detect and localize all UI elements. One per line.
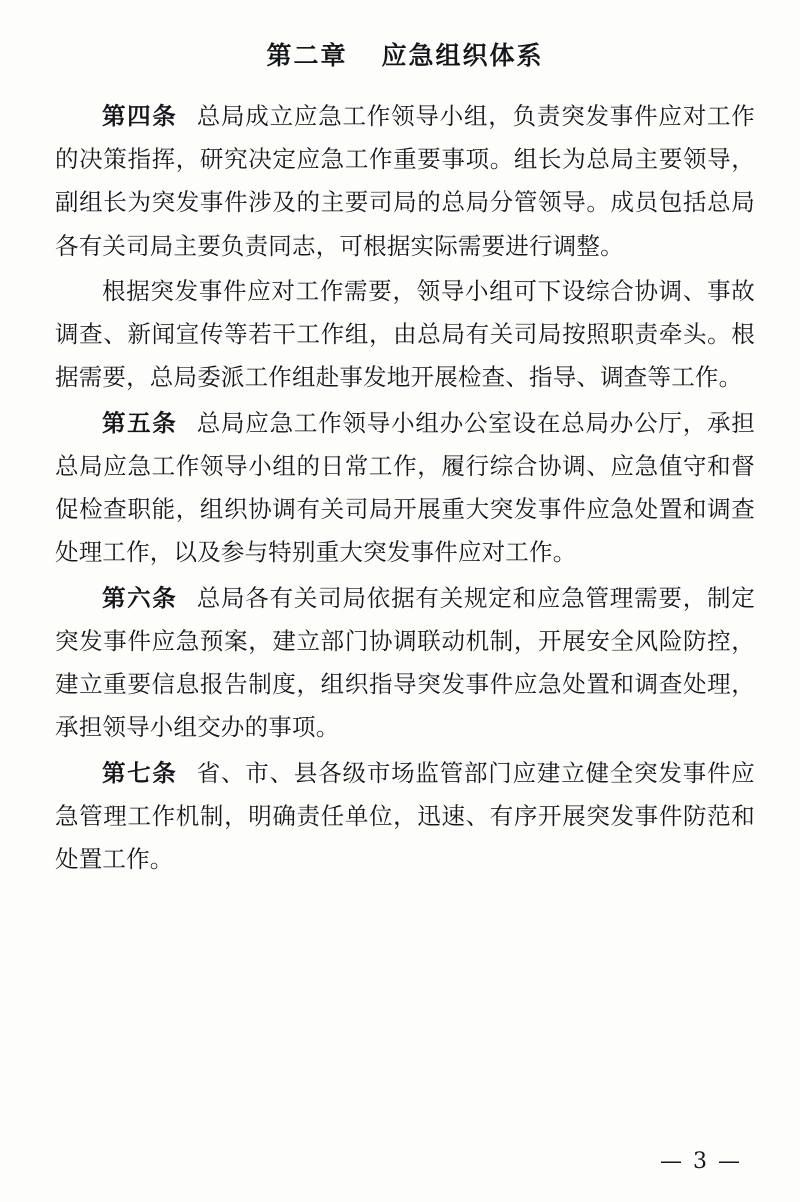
article-label: 第七条 [102, 758, 178, 787]
chapter-title-text: 应急组织体系 [381, 41, 544, 70]
page-number: — 3 — [660, 1149, 742, 1174]
paragraph-article-4 [55, 95, 755, 268]
paragraph-text: 总局成立应急工作领导小组，负责突发事件应对工作的决策指挥，研究决定应急工作重要事项。组长为总局主要领导，副组长为突发事件涉及的主要司局的总局分管领导。成员包括总局各有关司局主要负责同志，可根据实际需要进行调整。 [55, 102, 756, 260]
chapter-heading [55, 38, 755, 73]
article-label: 第五条 [102, 408, 178, 437]
article-label: 第四条 [102, 102, 178, 130]
paragraph-text: 省、市、县各级市场监管部门应建立健全突发事件应急管理工作机制，明确责任单位，迅速、有序开展突发事件防范和处置工作。 [55, 758, 756, 873]
paragraph-article-6 [55, 577, 755, 750]
paragraph-workgroups [55, 270, 755, 400]
chapter-number: 第二章 [266, 41, 348, 70]
article-label: 第六条 [102, 583, 178, 612]
document-body [55, 38, 755, 883]
paragraph-text: 根据突发事件应对工作需要，领导小组可下设综合协调、事故调查、新闻宣传等若干工作组，由总局有关司局按照职责牵头。根据需要，总局委派工作组赴事发地开展检查、指导、调查等工作。 [55, 276, 755, 392]
paragraph-text: 总局各有关司局依据有关规定和应急管理需要，制定突发事件应急预案，建立部门协调联动机制，开展安全风险防控，建立重要信息报告制度，组织指导突发事件应急处置和调查处理，承担领导小组交办的事项。 [55, 583, 756, 742]
paragraph-text: 总局应急工作领导小组办公室设在总局办公厅，承担总局应急工作领导小组的日常工作，履行综合协调、应急值守和督促检查职能，组织协调有关司局开展重大突发事件应急处置和调查处理工作，以及参与特别重大突发事件应对工作。 [55, 408, 756, 567]
paragraph-article-7 [55, 752, 755, 882]
paragraph-article-5 [55, 402, 755, 575]
